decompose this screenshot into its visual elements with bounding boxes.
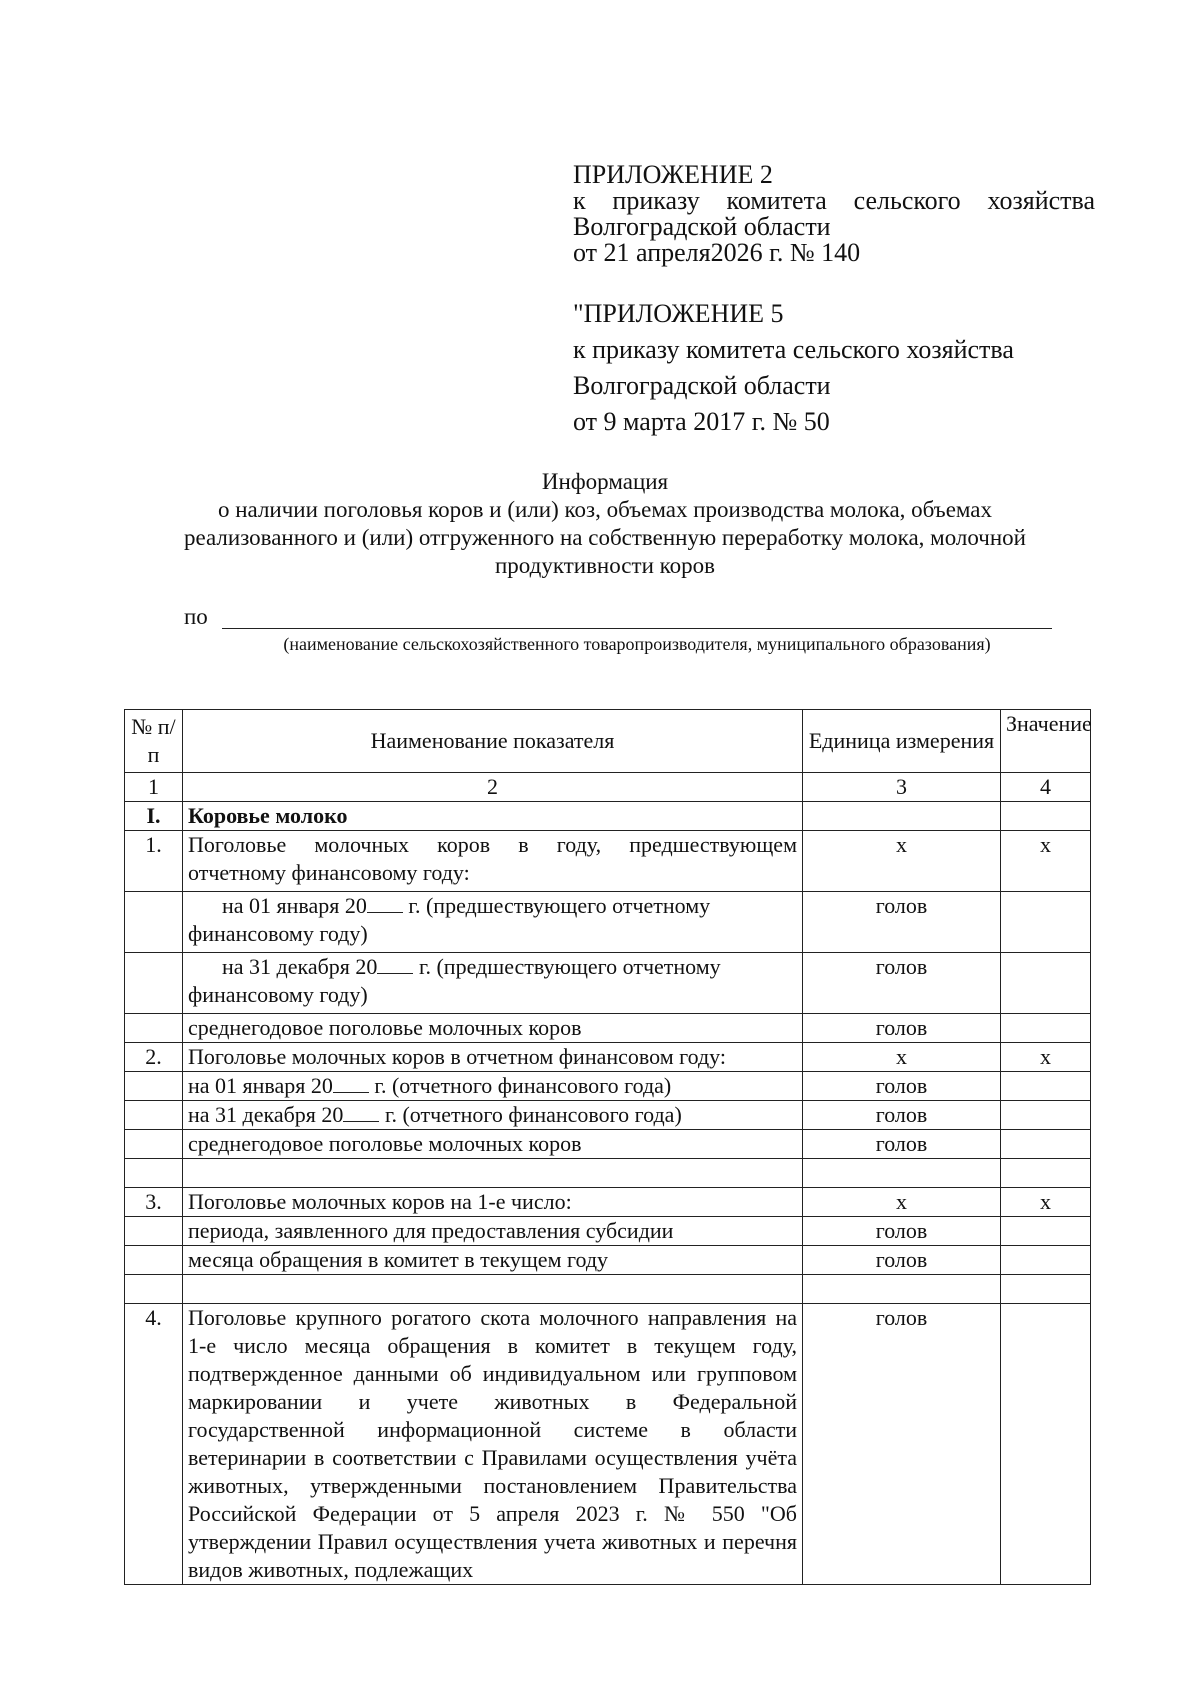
row-name-line [188,953,797,981]
col-number: 3 [803,773,1001,802]
row-unit: голов [803,1304,1001,1585]
year-blank [343,1103,379,1122]
section-num: I. [125,802,183,831]
row-name-line: финансовому году) [188,982,368,1007]
form-heading: Информация [541,469,669,494]
row-name-pre: на 01 января 20 [222,893,367,918]
appendix-2-title: ПРИЛОЖЕНИЕ 2 [573,160,773,189]
table-row [125,1014,1091,1043]
row-unit: голов [803,1246,1001,1275]
row-value [1001,1014,1091,1043]
row-name: среднегодовое поголовье молочных коров [183,1130,803,1159]
empty-cell [125,1130,183,1159]
appendix-2-region: Волгоградской области [573,212,831,241]
row-name: месяца обращения в комитет в текущем году [183,1246,803,1275]
appendix-5-region: Волгоградской области [573,371,831,400]
table-row [125,1130,1091,1159]
appendix-5-order-line: к приказу комитета сельского хозяйства [573,335,1014,364]
table-row-empty [125,1275,1091,1304]
row-name: периода, заявленного для предоставления субсидии [183,1217,803,1246]
empty-cell [803,1275,1001,1304]
empty-cell [125,1217,183,1246]
recipient-prefix: по [184,604,208,629]
header-name: Наименование показателя [183,710,803,773]
row-unit: голов [803,1072,1001,1101]
empty-cell [1001,1159,1091,1188]
row-value [1001,1072,1091,1101]
row-unit: х [803,831,1001,892]
row-name-line: финансовому году) [188,921,368,946]
row-name: Поголовье крупного рогатого скота молочного направления на 1-е число месяца обращения в комитет в текущем году, подтвержденное данными об индивидуальном или групповом маркировании и учете животных в Федеральной государственной информационной системе в области ветеринарии в соответствии с Правилами осуществления учёта животных, утвержденными постановлением Правительства Российской Федерации от 5 апреля 2023 г. № 550 "Об утверждении Правил осуществления учета животных и перечня видов животных, подлежащих [183,1304,803,1585]
row-num: 3. [125,1188,183,1217]
table-row [125,1043,1091,1072]
row-name-pre: на 31 декабря 20 [188,1102,344,1127]
row-name-pre: на 31 декабря 20 [222,954,378,979]
row-name-pre: на 01 января 20 [188,1073,333,1098]
row-value [1001,953,1091,1014]
empty-cell [125,1101,183,1130]
year-blank [333,1074,369,1093]
row-value [1001,1101,1091,1130]
appendix-5-title: "ПРИЛОЖЕНИЕ 5 [573,299,784,328]
row-unit: голов [803,892,1001,953]
row-name: Поголовье молочных коров на 1-е число: [183,1188,803,1217]
row-name [183,1101,803,1130]
col-number: 1 [125,773,183,802]
empty-cell [125,953,183,1014]
table-row [125,892,1091,953]
row-unit: х [803,1188,1001,1217]
row-value: х [1001,1188,1091,1217]
table-row [125,831,1091,892]
empty-cell [1001,1275,1091,1304]
table-row [125,1304,1091,1585]
row-name-line [188,892,797,920]
row-unit: голов [803,1014,1001,1043]
year-blank [377,955,413,974]
empty-cell [183,1159,803,1188]
row-name-post: г. (отчетного финансового года) [384,1102,682,1127]
form-subtitle-line-1: о наличии поголовья коров и (или) коз, объемах производства молока, объемах [217,497,993,522]
row-unit: х [803,1043,1001,1072]
table-header-row [125,710,1091,773]
table-row [125,1101,1091,1130]
form-subtitle-line-3: продуктивности коров [494,553,715,578]
recipient-hint: (наименование сельскохозяйственного товаропроизводителя, муниципального образования) [283,634,991,654]
row-name-line: отчетному финансовому году: [188,860,470,885]
row-value [1001,1246,1091,1275]
empty-cell [125,892,183,953]
empty-cell [125,1072,183,1101]
section-name: Коровье молоко [183,802,803,831]
appendix-2-date: от 21 апреля2026 г. № 140 [573,238,861,267]
row-num: 2. [125,1043,183,1072]
row-value [1001,1217,1091,1246]
row-num: 1. [125,831,183,892]
col-number: 2 [183,773,803,802]
empty-cell [183,1275,803,1304]
row-name [183,953,803,1014]
row-unit: голов [803,1217,1001,1246]
row-unit: голов [803,953,1001,1014]
row-name [183,831,803,892]
row-name-line: Поголовье молочных коров в году, предшествующем [188,832,797,857]
year-blank [367,894,403,913]
row-name: среднегодовое поголовье молочных коров [183,1014,803,1043]
empty-cell [1001,802,1091,831]
row-name: Поголовье молочных коров в отчетном финансовом году: [183,1043,803,1072]
col-number: 4 [1001,773,1091,802]
empty-cell [125,1014,183,1043]
row-value: х [1001,1043,1091,1072]
empty-cell [803,1159,1001,1188]
table-row [125,1188,1091,1217]
recipient-fill-line [222,628,1052,629]
row-name-post: г. (отчетного финансового года) [374,1073,672,1098]
table-row [125,1072,1091,1101]
row-name [183,1072,803,1101]
table-row [125,802,1091,831]
empty-cell [803,802,1001,831]
row-num: 4. [125,1304,183,1585]
table-row [125,1246,1091,1275]
header-num: № п/п [125,710,183,773]
empty-cell [125,1275,183,1304]
column-number-row [125,773,1091,802]
appendix-2-block [573,162,1095,266]
row-name-post: г. (предшествующего отчетному [418,954,721,979]
row-name [183,892,803,953]
indicators-table [124,709,1091,1585]
table-row [125,1217,1091,1246]
empty-cell [125,1159,183,1188]
row-unit: голов [803,1130,1001,1159]
appendix-5-date: от 9 марта 2017 г. № 50 [573,407,830,436]
row-unit: голов [803,1101,1001,1130]
table-row-empty [125,1159,1091,1188]
form-title [140,468,1070,580]
form-subtitle-line-2: реализованного и (или) отгруженного на собственную переработку молока, молочной [184,525,1026,550]
appendix-2-order-line: к приказу комитета сельского хозяйства [573,186,1095,215]
header-value: Значение [1001,710,1091,773]
appendix-5-block [573,296,1014,440]
row-value [1001,1130,1091,1159]
empty-cell [125,1246,183,1275]
row-value [1001,1304,1091,1585]
header-unit: Единица измерения [803,710,1001,773]
row-value: х [1001,831,1091,892]
row-name-post: г. (предшествующего отчетному [408,893,711,918]
row-value [1001,892,1091,953]
table-row [125,953,1091,1014]
